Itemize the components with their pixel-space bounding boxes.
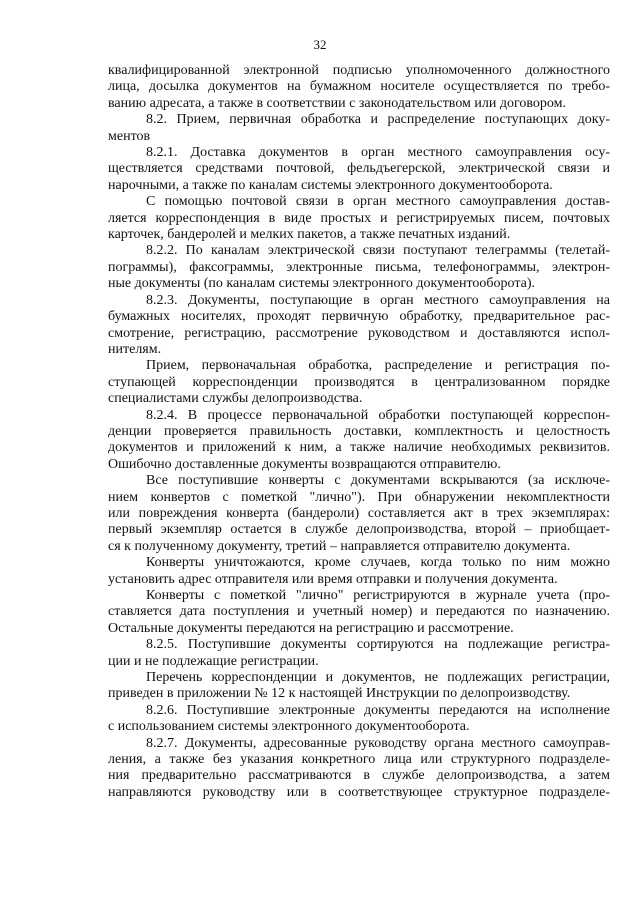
text-line: ния предварительно рассматриваются в службе делопроизводства, а затем xyxy=(108,768,610,784)
paragraph xyxy=(108,63,610,112)
text-line: нарочными, а также по каналам системы электронного документооборота. xyxy=(108,177,553,193)
text-line: лица, досылка документов на бумажном носителе осуществляется по требо- xyxy=(108,79,610,95)
text-line: карточек, бандеролей и мелких пакетов, а также печатных изданий. xyxy=(108,227,511,243)
text-line: Конверты с пометкой "лично" регистрируются в журнале учета (про- xyxy=(146,588,610,603)
paragraph xyxy=(108,243,610,292)
text-line: ся к полученному документу, третий – направляется отправителю документа. xyxy=(108,538,571,554)
document-body xyxy=(108,63,610,801)
text-line: 8.2.7. Документы, адресованные руководству органа местного самоуправ- xyxy=(146,735,610,751)
text-line: нием конвертов с пометкой "лично"). При обнаружении некомплектности xyxy=(108,489,610,505)
paragraph xyxy=(108,145,610,194)
text-line: квалифицированной электронной подписью уполномоченного должностного xyxy=(108,63,610,78)
text-line: ществляется средствами почтовой, фельдъегерской, электрической связи и xyxy=(108,161,610,177)
text-line: нителям. xyxy=(108,341,162,357)
paragraph xyxy=(108,637,610,670)
paragraph xyxy=(108,736,610,802)
text-line: 8.2.5. Поступившие документы сортируются на подлежащие регистра- xyxy=(146,637,610,653)
text-line: ляется корреспонденция в виде простых и регистрируемых писем, почтовых xyxy=(108,210,610,226)
text-line: С помощью почтовой связи в орган местного самоуправления достав- xyxy=(146,194,610,210)
paragraph xyxy=(108,703,610,736)
paragraph xyxy=(108,473,610,555)
text-line: с использованием системы электронного документооборота. xyxy=(108,719,470,735)
text-line: или повреждения конверта (бандероли) составляется акт в трех экземплярах: xyxy=(108,505,610,521)
text-line: 8.2.1. Доставка документов в орган местного самоуправления осу- xyxy=(146,145,610,161)
text-line: 8.2.2. По каналам электрической связи поступают телеграммы (телетай- xyxy=(146,243,610,259)
text-line: ции и не подлежащие регистрации. xyxy=(108,653,319,669)
text-line: установить адрес отправителя или время отправки и получения документа. xyxy=(108,571,558,587)
text-line: Ошибочно доставленные документы возвращаются отправителю. xyxy=(108,456,501,472)
text-line: 8.2.6. Поступившие электронные документы передаются на исполнение xyxy=(146,702,610,718)
text-line: ступающей корреспонденции производятся в централизованном порядке xyxy=(108,374,610,390)
text-line: ванию адресата, а также в соответствии с законодательством или договором. xyxy=(108,95,567,111)
text-line: документов и приложений к ним, а также наличие необходимых реквизитов. xyxy=(108,440,610,456)
text-line: Прием, первоначальная обработка, распределение и регистрация по- xyxy=(146,358,610,374)
text-line: Остальные документы передаются на регистрацию и рассмотрение. xyxy=(108,620,514,636)
text-line: ментов xyxy=(108,128,151,144)
text-line: первый экземпляр остается в службе делопроизводства, второй – приобщает- xyxy=(108,522,610,538)
text-line: пограммы), факсограммы, электронные письма, телефонограммы, электрон- xyxy=(108,259,610,275)
text-line: приведен в приложении № 12 к настоящей Инструкции по делопроизводству. xyxy=(108,686,571,702)
page-number: 32 xyxy=(313,37,327,52)
paragraph xyxy=(108,408,610,474)
text-line: Все поступившие конверты с документами вскрываются (за исключе- xyxy=(146,473,610,489)
text-line: Конверты уничтожаются, кроме случаев, когда только по ним можно xyxy=(146,555,610,571)
text-line: ставляется дата поступления и учетный номер) и передаются по назначению. xyxy=(108,604,610,620)
paragraph xyxy=(108,588,610,637)
paragraph xyxy=(108,194,610,243)
text-line: 8.2. Прием, первичная обработка и распределение поступающих доку- xyxy=(146,112,610,128)
text-line: Перечень корреспонденции и документов, не подлежащих регистрации, xyxy=(146,670,610,686)
paragraph xyxy=(108,293,610,359)
text-line: смотрение, регистрацию, рассмотрение руководством и доставляются испол- xyxy=(108,325,610,341)
text-line: 8.2.3. Документы, поступающие в орган местного самоуправления на xyxy=(146,292,610,308)
paragraph xyxy=(108,112,610,145)
text-line: денции проверяется правильность доставки, комплектность и целостность xyxy=(108,423,610,439)
text-line: ные документы (по каналам системы электронного документооборота). xyxy=(108,276,535,292)
text-line: специалистами службы делопроизводства. xyxy=(108,391,363,407)
text-line: ления, а также без указания конкретного лица или структурного подразделе- xyxy=(108,752,610,768)
text-line: бумажных носителях, проходят первичную обработку, предварительное рас- xyxy=(108,309,610,325)
paragraph xyxy=(108,555,610,588)
paragraph xyxy=(108,358,610,407)
paragraph xyxy=(108,670,610,703)
text-line: направляются руководству или в соответствующее структурное подразделе- xyxy=(108,784,610,800)
text-line: 8.2.4. В процессе первоначальной обработки поступающей корреспон- xyxy=(146,407,610,423)
